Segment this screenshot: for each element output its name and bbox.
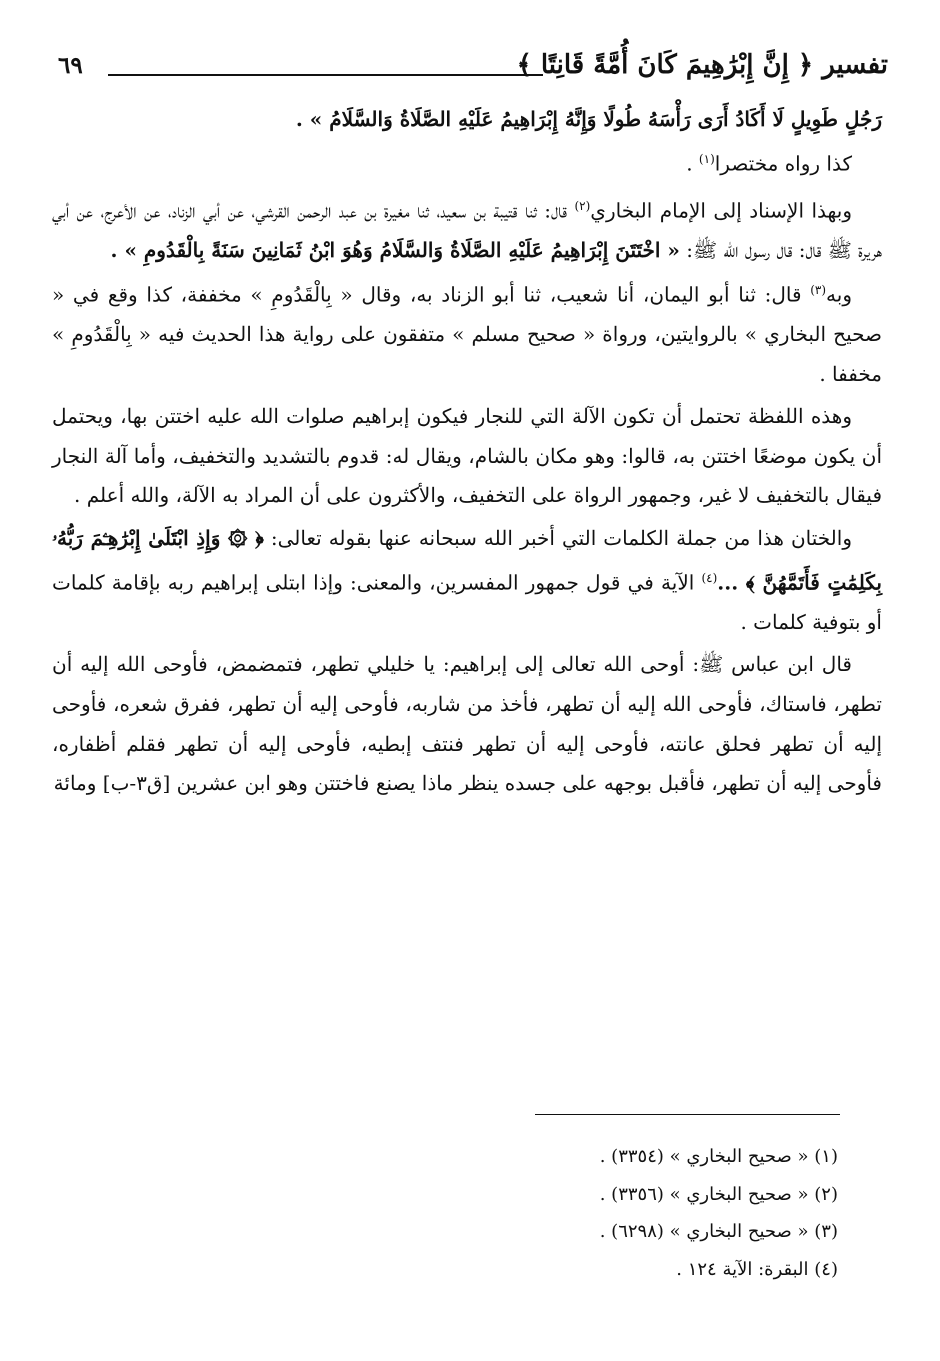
- running-header: [58, 44, 888, 90]
- footnote-ref-1: (١): [698, 151, 715, 166]
- footnote-1: (١) « صحيح البخاري » (٣٣٥٤) .: [599, 1146, 838, 1167]
- paragraph-6: قال ابن عباس ﷺ: أوحى الله تعالى إلى إبراهيم: يا خليلي تطهر، فتمضمض، فأوحى الله إليه أن تطهر، فاستاك، فأوحى الله إليه أن تطهر، فأخذ من شاربه، فأوحى إليه أن تطهر، ففرق شعره، فأوحى إليه أن تطهر فحلق عانته، فأوحى إليه أن تطهر فنتف إبطيه، فأوحى إليه أن تطهر فقلم أظفاره، فأوحى إليه أن تطهر، فأقبل بوجهه على جسده ينظر ماذا يصنع فاختتن وهو ابن عشرين [ق٣-ب] ومائة: [52, 652, 882, 796]
- paragraph-1-text: كذا رواه مختصرا: [714, 151, 852, 176]
- footnote-4: (٤) البقرة: الآية ١٢٤ .: [676, 1258, 838, 1280]
- book-title: تفسير ﴿ إِنَّ إِبْرَٰهِيمَ كَانَ أُمَّةً قَانِتًا ﴾: [516, 50, 888, 80]
- footnote-ref-3: (٣): [810, 282, 827, 297]
- paragraph-2-hadith: « اخْتَتَنَ إِبْرَاهِيمُ عَلَيْهِ الصَّلَاةُ وَالسَّلَامُ وَهُوَ ابْنُ ثَمَانِينَ سَنَةً بِالْقَدُومِ » .: [110, 238, 680, 263]
- footnote-ref-2: (٢): [574, 198, 591, 213]
- footnotes: [200, 1138, 838, 1288]
- paragraph-1-end: .: [686, 151, 699, 176]
- paragraph-5: [52, 519, 882, 642]
- paragraph-2-start: وبهذا الإسناد إلى الإمام البخاري: [590, 198, 852, 223]
- paragraph-1: [52, 140, 882, 184]
- footnote-rule: [535, 1114, 840, 1115]
- paragraph-3-rest: قال: ثنا أبو اليمان، أنا شعيب، ثنا أبو الزناد به، وقال « بِالْقَدُومِ » مخففة، كذا وقع في « صحيح البخاري » بالروايتين، ورواة « صحيح مسلم » متفقون على رواية هذا الحديث فيه « بِالْقَدُومِ » مخففا .: [52, 282, 882, 386]
- paragraph-5-rest: الآية في قول جمهور المفسرين، والمعنى: وإذا ابتلى إبراهيم ربه بإقامة كلمات أو بتوفية كلمات .: [52, 570, 882, 634]
- paragraph-3: [52, 271, 882, 394]
- paragraph-2: [52, 187, 882, 271]
- paragraph-5-verse: ﴿ ۞ وَإِذِ ابْتَلَىٰ إِبْرَٰهِـۧمَ رَبُّهُۥ بِكَلِمَٰتٍ فَأَتَمَّهُنَّ ﴾ ...: [52, 525, 882, 595]
- page-number: ٦٩: [58, 52, 83, 79]
- paragraph-2-middle: قال: ثنا قتيبة بن سعيد، ثنا مغيرة بن عبد الرحمن القرشي، عن أبي الزناد، عن الأعرج، عن أبي هريرة ﷺ قال: قال رسول الله ﷺ:: [52, 198, 882, 263]
- paragraph-3-start: وبه: [826, 282, 852, 307]
- footnote-2: (٢) « صحيح البخاري » (٣٣٥٦) .: [599, 1183, 838, 1205]
- paragraph-5-start: والختان هذا من جملة الكلمات التي أخبر الله سبحانه عنها بقوله تعالى:: [263, 525, 852, 550]
- paragraph-4: وهذه اللفظة تحتمل أن تكون الآلة التي للنجار فيكون إبراهيم صلوات الله عليه اختتن بها، ويحتمل أن يكون موضعًا اختتن به، قالوا: وهو مكان بالشام، ويقال له: قدوم بالتشديد والتخفيف، وأما آلة النجار فيقال بالتخفيف لا غير، وجمهور الرواة على التخفيف، والأكثرون على أن المراد به الآلة، والله أعلم .: [52, 404, 882, 508]
- header-rule: [108, 74, 543, 76]
- hadith-continuation-line: رَجُلٍ طَوِيلٍ لَا أَكَادُ أَرَى رَأْسَهُ طُولًا وَإِنَّهُ إِبْرَاهِيمُ عَلَيْهِ الصَّلَاةُ وَالسَّلَامُ » .: [295, 107, 882, 131]
- footnote-3: (٣) « صحيح البخاري » (٦٢٩٨) .: [599, 1221, 838, 1242]
- body-text: [52, 100, 882, 804]
- footnote-ref-4: (٤): [701, 570, 718, 585]
